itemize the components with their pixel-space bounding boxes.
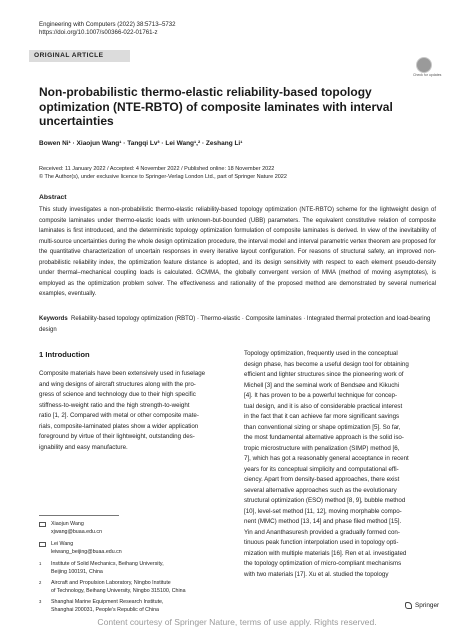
correspondence-block	[39, 521, 229, 618]
affiliation-line: Institute of Solid Mechanics, Beihang University,	[51, 561, 164, 567]
text-line: Topology optimization, frequently used in the conceptual	[244, 350, 398, 357]
contact-entry	[39, 541, 229, 556]
abstract-heading: Abstract	[39, 194, 67, 201]
journal-citation: Engineering with Computers (2022) 38:5713–5732	[39, 21, 176, 28]
text-line: [4]. It has proven to be a powerful technique for concep-	[244, 392, 398, 399]
text-line: the most fundamental alternative approach is the solid iso-	[244, 434, 404, 441]
keywords	[39, 314, 436, 335]
affiliation-line: of Technology, Beihang University, Ningbo 315100, China	[51, 587, 186, 594]
check-updates-label: Check for updates	[413, 73, 442, 77]
affiliation-number: 3	[39, 599, 42, 604]
affiliation	[39, 599, 229, 614]
keywords-label: Keywords	[39, 316, 68, 322]
text-line: ratio [1, 2]. Compared with metal or other composite mate-	[39, 412, 199, 419]
text-line: design phase, has become a useful design tool for obtaining	[244, 360, 409, 368]
affiliation-line: Aircraft and Propulsion Laboratory, Ningbo Institute	[51, 580, 171, 586]
text-line: nent (MMC) method [13, 14] and phase filed method [15].	[244, 518, 402, 525]
affiliation-number: 1	[39, 561, 42, 566]
text-line: tropic microstructure with penalization (SIMP) method [6,	[244, 444, 400, 452]
journal-info	[39, 21, 176, 38]
publisher-logo	[405, 602, 439, 609]
publisher-name: Springer	[415, 602, 440, 609]
title-line: Non-probabilistic thermo-elastic reliability-based topology	[39, 85, 372, 99]
text-line: several alternative approaches such as the evolutionary	[244, 486, 397, 494]
text-line: the topology optimization of micro-compliant mechanisms	[244, 560, 402, 567]
text-line: tinuous peak function interpolation used in topology opti-	[244, 539, 399, 546]
courtesy-footer: Content courtesy of Springer Nature, terms of use apply. Rights reserved.	[97, 617, 377, 627]
text-line: and wing designs of aircraft structures along with the pro-	[39, 380, 196, 388]
text-line: Yin and Ananthasuresh provided a gradually formed con-	[244, 528, 400, 536]
text-line: rials, composite-laminated plates show a wider application	[39, 422, 199, 430]
text-line: ignability and easy manufacture.	[39, 443, 128, 451]
publication-dates	[39, 165, 287, 182]
springer-horse-icon	[405, 602, 412, 609]
envelope-icon	[39, 542, 46, 547]
text-line: [10], level-set method [11, 12], moving morphable compo-	[244, 507, 402, 515]
text-line: stiffness-to-weight ratio and the high strength-to-weight	[39, 401, 190, 409]
affiliation-number: 2	[39, 580, 42, 585]
right-column-text	[244, 349, 436, 580]
contact-entry	[39, 521, 229, 536]
abstract-text: This study investigates a non-probabilistic thermo-elastic reliability-based topology optimization (NTE-RBTO) scheme for the lightweight design of composite laminates under thermo-elastic loads with unknown-but-bounded (UBB) parameters. The equivalent constitutive relation of composite laminates is first introduced, and the deterministic topology optimization formulation of composite laminates is derived. In view of the inevitability of multi-source uncertainties during the whole design optimization procedure, the interval model and interval parametric vertex theorem are proposed for the quantitative characterization of uncertain responses in every iterative layout configuration. For reasons of structural safety, an improved non-probabilistic reliability index, the optimization feature distance is adopted, and its design sensitivity with respect to each element pseudo-density under thermal–mechanical coupling loads is calculated. GCMMA, the globally convergent version of MMA (method of moving asymptotes), is employed as the optimization problem solver. The effectiveness and rationality of the proposed method are demonstrated by several numerical examples, eventually.	[39, 207, 436, 297]
contact-email[interactable]: xjwang@buaa.edu.cn	[51, 528, 103, 535]
footnote-divider	[39, 515, 119, 516]
text-line: efficient and lighter structures since the pioneering work of	[244, 371, 404, 378]
affiliation	[39, 580, 229, 595]
copyright-line: © The Author(s), under exclusive licence to Springer-Verlag London Ltd., part of Springer Nature 2022	[39, 174, 287, 181]
contact-name: Lei Wang	[51, 541, 74, 547]
article-type-badge: ORIGINAL ARTICLE	[29, 50, 130, 62]
text-line: with two materials [17]. Xu et al. studied the topology	[244, 570, 389, 578]
title-line: uncertainties	[39, 114, 114, 129]
affiliation-line: Shanghai Marine Equipment Research Institute,	[51, 599, 164, 605]
title-line: optimization (NTE-RBTO) of composite laminates with interval	[39, 99, 393, 114]
text-line: foreground by virtue of their lightweight, outstanding des-	[39, 433, 195, 440]
article-title	[39, 85, 399, 129]
text-line: tual design, and it is also of considerable practical interest	[244, 402, 403, 410]
affiliation	[39, 561, 229, 576]
text-line: Composite materials have been extensively used in fuselage	[39, 370, 206, 377]
text-line: than conventional sizing or shape optimization [5]. So far,	[244, 423, 401, 431]
author-list: Bowen Ni¹ · Xiaojun Wang¹ · Tangqi Lv³ · Lei Wang¹,² · Zeshang Li¹	[39, 140, 243, 147]
text-line: Michell [3] and the seminal work of Bendsøe and Kikuchi	[244, 381, 400, 389]
check-updates-icon	[416, 57, 432, 73]
text-line: gress of science and technology due to their high specific	[39, 391, 196, 398]
text-line: years for its conceptual simplicity and computational effi-	[244, 465, 399, 473]
text-line: mization with multiple materials [16]. Ren et al. investigated	[244, 549, 407, 557]
section-heading: 1 Introduction	[39, 350, 90, 359]
doi-link[interactable]: https://doi.org/10.1007/s00366-022-01761-z	[39, 29, 158, 37]
left-column-text	[39, 369, 229, 453]
dates-line: Received: 11 January 2022 / Accepted: 4 November 2022 / Published online: 18 November 2022	[39, 166, 275, 172]
text-line: in the fact that it can achieve far more significant savings	[244, 413, 400, 420]
text-line: 7], which has got a reasonably general acceptance in recent	[244, 455, 409, 462]
affiliation-line: Beijing 100191, China	[51, 568, 103, 575]
envelope-icon	[39, 522, 46, 527]
text-line: structural optimization (ESO) method [8, 9], bubble method	[244, 497, 406, 504]
contact-name: Xiaojun Wang	[51, 521, 84, 527]
check-for-updates-button[interactable]	[413, 57, 442, 83]
contact-email[interactable]: leiwang_beijing@buaa.edu.cn	[51, 548, 122, 555]
affiliation-line: Shanghai 200031, People’s Republic of China	[51, 606, 159, 613]
text-line: ciency. Apart from density-based approaches, there exist	[244, 476, 400, 483]
keywords-text: Reliability-based topology optimization (RBTO) · Thermo-elastic · Composite laminates · Integrated thermal protection and load-bearing design	[39, 316, 431, 333]
